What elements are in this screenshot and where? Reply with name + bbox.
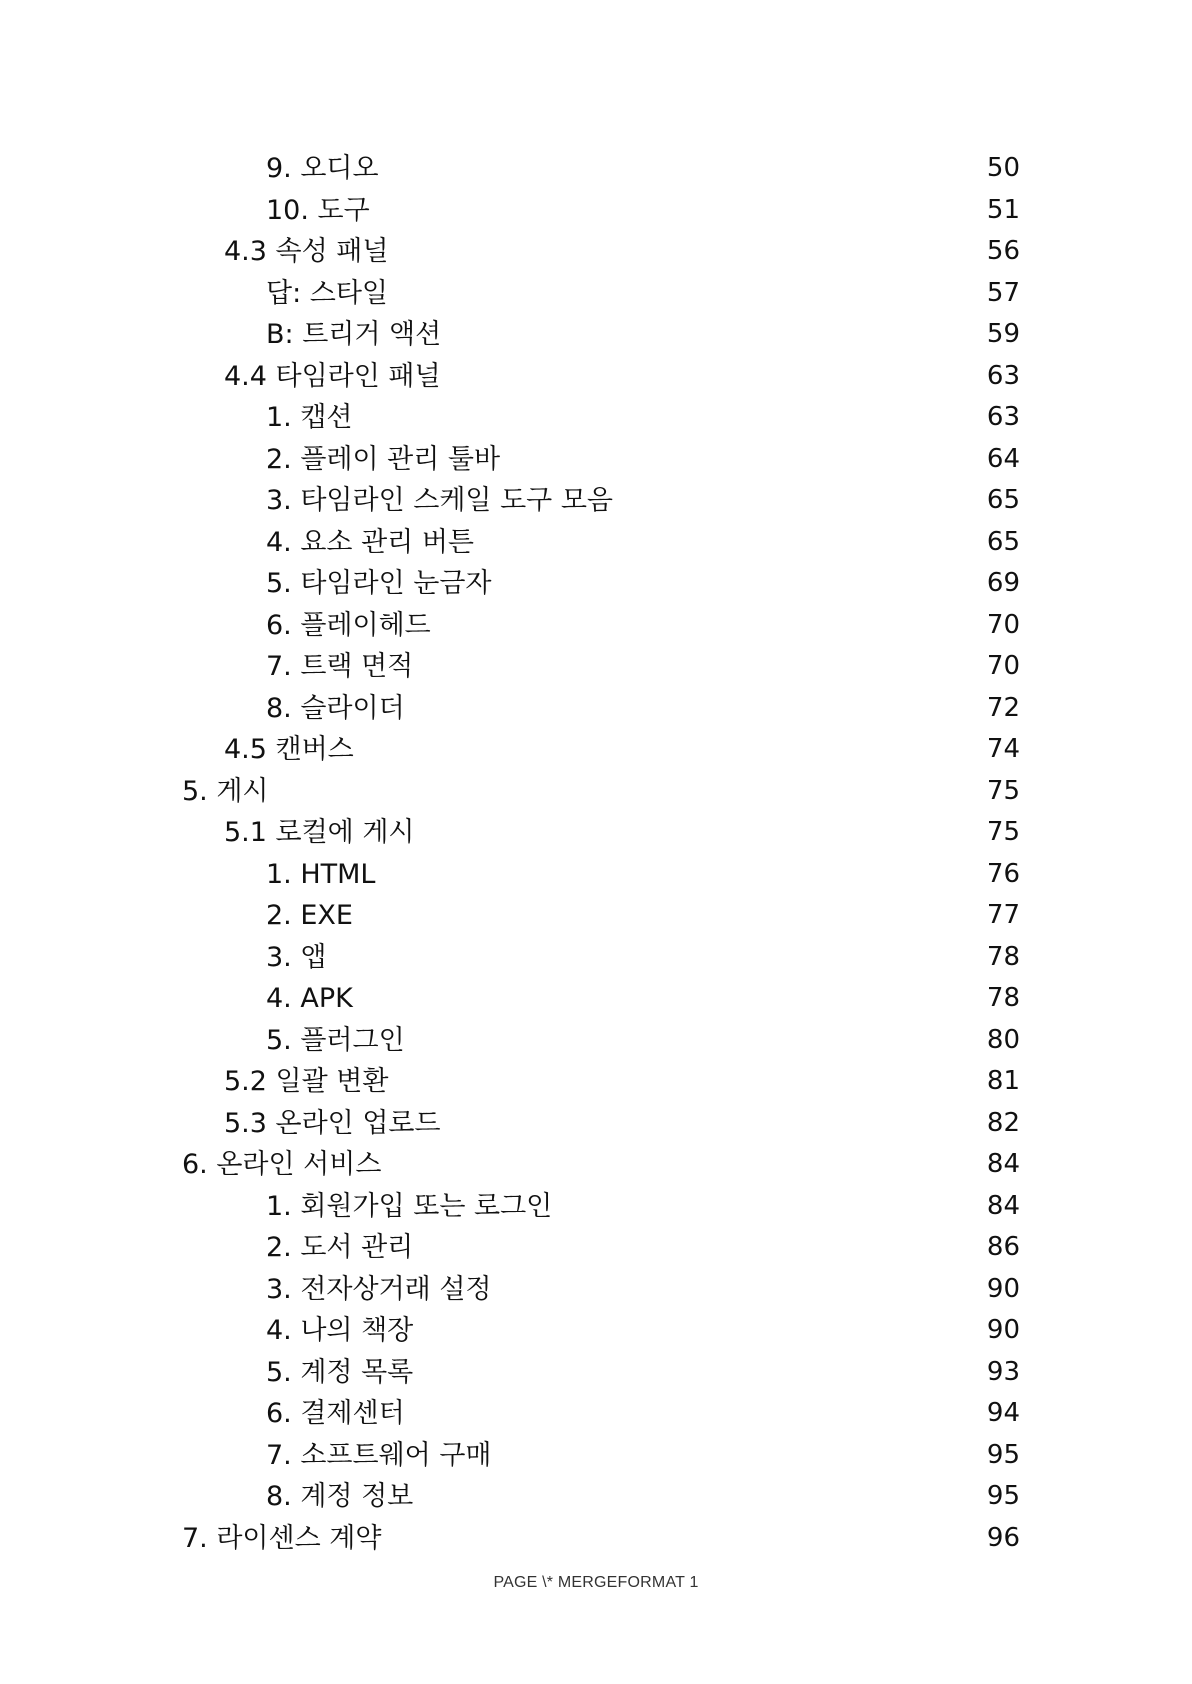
toc-entry-label: 5. 타임라인 눈금자	[266, 568, 492, 599]
toc-entry-page-number: 69	[986, 568, 1020, 598]
toc-entry-page-number: 77	[986, 900, 1020, 930]
toc-entry-page-number: 72	[986, 692, 1020, 723]
toc-entry[interactable]	[0, 148, 1192, 190]
page-footer: PAGE \* MERGEFORMAT 1	[493, 1574, 699, 1591]
toc-entry-page-number: 50	[986, 153, 1020, 183]
toc-entry-label: B: 트리거 액션	[266, 319, 442, 350]
toc-entry-label: 6. 결제센터	[266, 1398, 405, 1429]
toc-entry-page-number: 70	[986, 651, 1020, 681]
toc-entry-label: 9. 오디오	[266, 153, 379, 184]
toc-entry-label: 5.2 일괄 변환	[224, 1066, 389, 1097]
toc-entry[interactable]	[0, 190, 1192, 232]
toc-entry[interactable]	[0, 314, 1192, 356]
toc-entry-label: 5.1 로컬에 게시	[224, 817, 415, 848]
toc-entry-page-number: 96	[986, 1522, 1020, 1553]
toc-entry-label: 4.5 캔버스	[224, 734, 354, 765]
toc-entry[interactable]	[0, 273, 1192, 315]
toc-entry[interactable]	[0, 812, 1192, 854]
toc-entry[interactable]	[0, 1144, 1192, 1186]
toc-entry[interactable]	[0, 937, 1192, 979]
toc-entry-page-number: 90	[986, 1315, 1020, 1345]
toc-entry-label: 5. 플러그인	[266, 1024, 405, 1056]
toc-entry[interactable]	[0, 1310, 1192, 1352]
toc-entry-label: 6. 플레이헤드	[266, 609, 431, 641]
toc-entry-label: 2. 도서 관리	[266, 1232, 414, 1263]
toc-entry-label: 2. 플레이 관리 툴바	[266, 443, 501, 475]
toc-entry-label: 7. 라이센스 계약	[182, 1522, 382, 1554]
toc-entry[interactable]	[0, 854, 1192, 896]
toc-entry-page-number: 57	[986, 277, 1020, 308]
toc-entry-label: 5. 계정 목록	[266, 1356, 414, 1388]
toc-entry-label: 8. 계정 정보	[266, 1481, 414, 1512]
toc-entry-label: 3. 전자상거래 설정	[266, 1273, 492, 1305]
toc-entry-label: 2. EXE	[266, 900, 353, 931]
toc-entry-page-number: 51	[986, 194, 1020, 225]
toc-entry[interactable]	[0, 978, 1192, 1020]
toc-entry-label: 8. 슬라이더	[266, 692, 405, 724]
toc-entry-label: 7. 트랙 면적	[266, 651, 414, 682]
toc-entry[interactable]	[0, 646, 1192, 688]
toc-entry-page-number: 94	[986, 1398, 1020, 1428]
toc-entry[interactable]	[0, 397, 1192, 439]
toc-entry-label: 10. 도구	[266, 194, 370, 226]
toc-entry-page-number: 90	[986, 1273, 1020, 1304]
toc-entry-page-number: 59	[986, 319, 1020, 349]
toc-entry-label: 4. APK	[266, 983, 353, 1014]
table-of-contents	[0, 148, 1192, 1559]
toc-entry-page-number: 70	[986, 609, 1020, 640]
toc-entry[interactable]	[0, 1435, 1192, 1477]
toc-entry-page-number: 76	[986, 858, 1020, 889]
toc-entry[interactable]	[0, 895, 1192, 937]
toc-entry-label: 3. 타임라인 스케일 도구 모음	[266, 485, 613, 516]
toc-entry-label: 1. 캡션	[266, 402, 353, 433]
toc-entry-page-number: 81	[986, 1066, 1020, 1096]
toc-entry[interactable]	[0, 563, 1192, 605]
toc-entry[interactable]	[0, 1393, 1192, 1435]
toc-entry-label: 6. 온라인 서비스	[182, 1149, 382, 1180]
toc-entry[interactable]	[0, 356, 1192, 398]
toc-entry[interactable]	[0, 1518, 1192, 1560]
toc-entry-label: 5. 게시	[182, 775, 269, 807]
toc-entry-page-number: 65	[986, 526, 1020, 557]
toc-entry[interactable]	[0, 522, 1192, 564]
toc-entry-page-number: 80	[986, 1024, 1020, 1055]
toc-entry-page-number: 75	[986, 775, 1020, 806]
toc-entry[interactable]	[0, 771, 1192, 813]
toc-entry[interactable]	[0, 1352, 1192, 1394]
toc-entry-label: 4.4 타임라인 패널	[224, 360, 441, 392]
toc-entry[interactable]	[0, 1020, 1192, 1062]
toc-entry-label: 1. HTML	[266, 858, 376, 890]
toc-entry-page-number: 82	[986, 1107, 1020, 1138]
toc-entry-label: 5.3 온라인 업로드	[224, 1107, 441, 1139]
toc-entry[interactable]	[0, 439, 1192, 481]
toc-entry[interactable]	[0, 1227, 1192, 1269]
toc-entry-page-number: 63	[986, 402, 1020, 432]
toc-entry-label: 4. 나의 책장	[266, 1315, 414, 1346]
toc-entry-label: 3. 앱	[266, 941, 327, 973]
toc-entry[interactable]	[0, 1061, 1192, 1103]
toc-entry-page-number: 63	[986, 360, 1020, 391]
toc-entry[interactable]	[0, 231, 1192, 273]
toc-entry[interactable]	[0, 729, 1192, 771]
toc-entry-page-number: 56	[986, 236, 1020, 266]
toc-entry[interactable]	[0, 1269, 1192, 1311]
toc-entry-label: 7. 소프트웨어 구매	[266, 1439, 492, 1471]
toc-entry-label: 4.3 속성 패널	[224, 236, 389, 267]
toc-entry-page-number: 84	[986, 1149, 1020, 1179]
toc-entry[interactable]	[0, 605, 1192, 647]
toc-entry[interactable]	[0, 480, 1192, 522]
toc-entry[interactable]	[0, 1476, 1192, 1518]
toc-entry-page-number: 64	[986, 443, 1020, 474]
toc-entry-page-number: 93	[986, 1356, 1020, 1387]
toc-entry-page-number: 84	[986, 1190, 1020, 1221]
toc-entry[interactable]	[0, 1186, 1192, 1228]
toc-entry[interactable]	[0, 688, 1192, 730]
toc-entry-page-number: 74	[986, 734, 1020, 764]
toc-entry-page-number: 78	[986, 941, 1020, 972]
toc-entry-label: 답: 스타일	[266, 277, 389, 309]
toc-entry-page-number: 75	[986, 817, 1020, 847]
toc-entry-page-number: 86	[986, 1232, 1020, 1262]
toc-entry-page-number: 65	[986, 485, 1020, 515]
toc-entry-page-number: 95	[986, 1439, 1020, 1470]
toc-entry-page-number: 95	[986, 1481, 1020, 1511]
toc-entry-label: 1. 회원가입 또는 로그인	[266, 1190, 553, 1222]
toc-entry-label: 4. 요소 관리 버튼	[266, 526, 475, 558]
toc-entry-page-number: 78	[986, 983, 1020, 1013]
toc-entry[interactable]	[0, 1103, 1192, 1145]
